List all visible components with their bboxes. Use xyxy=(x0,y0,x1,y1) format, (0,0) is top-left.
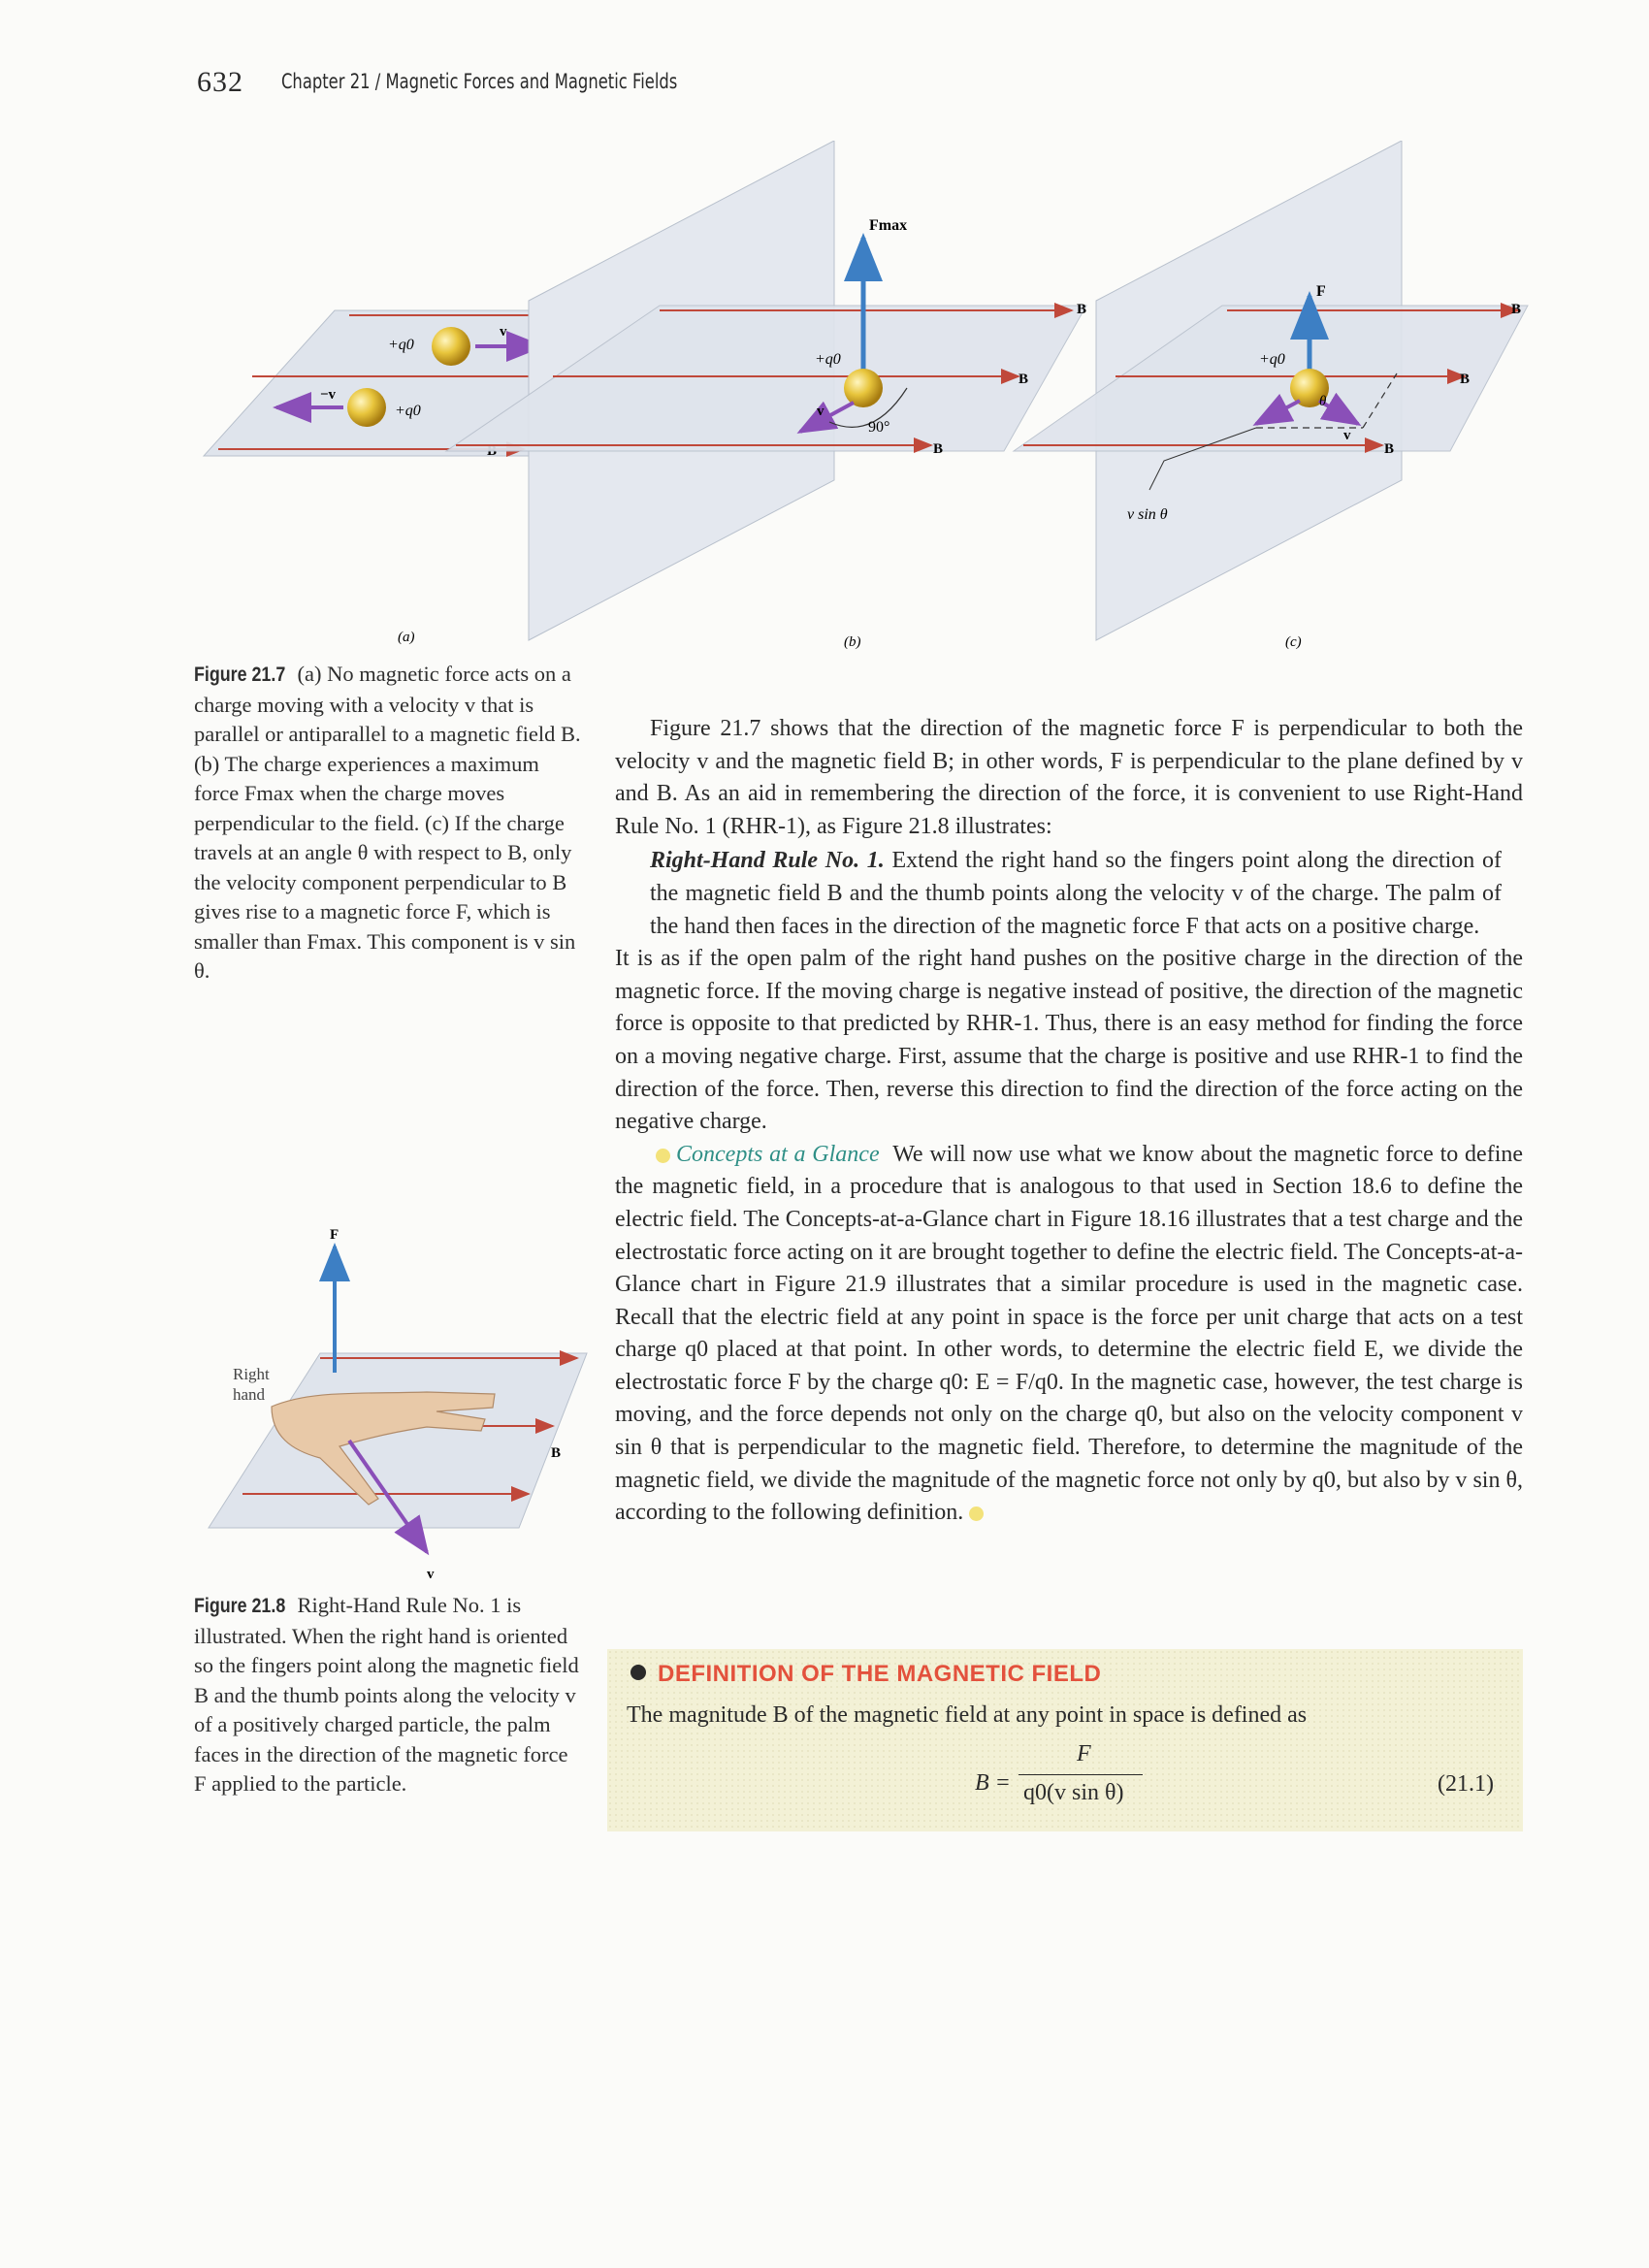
figure-21-7-label: Figure 21.7 xyxy=(194,664,286,686)
panel-c-component-label: v sin θ xyxy=(1127,506,1168,523)
fig-21-8-force-label: F xyxy=(330,1227,340,1243)
definition-heading xyxy=(630,1661,1101,1688)
paragraph-3: We will now use what we know about the magnetic force to define the magnetic field, in a procedure that is analogous to that used in Section 18.6 to define the electric field. The Concepts-at-a-Glance chart in Figure 18.16 illustrates that a test charge and the electrostatic force acting on it are brought together to define the electric field. The Concepts-at-a-Glance chart in Figure 21.9 illustrates that a similar procedure is used in the magnetic case. Recall that the electric field at any point in space is the force per unit charge that acts on a test charge q0 placed at that point. In other words, to determine the electric field E, we divide the electrostatic force F by the charge q0: E = F/q0. In the magnetic case, however, the test charge is moving, and the force depends not only on the charge q0, but also on the velocity component v sin θ that is perpendicular to the magnetic field. Therefore, to determine the magnitude of the magnetic field, we divide the magnitude of the magnetic force not only by q0, but also by v sin θ, according to the following definition. xyxy=(615,1141,1524,1526)
panel-a-charge-top: +q0 xyxy=(388,337,414,353)
panel-b-sublabel: (b) xyxy=(844,634,861,650)
figure-21-7-panel-b xyxy=(446,141,1086,650)
panel-a-sublabel: (a) xyxy=(398,630,415,645)
equation-denominator: q0(v sin θ) xyxy=(1023,1780,1124,1805)
panel-c-field-label: B xyxy=(1384,441,1395,457)
panel-c-charge: +q0 xyxy=(1259,351,1285,368)
panel-a-v-label: v xyxy=(500,324,507,340)
panel-a-neg-v-label: −v xyxy=(320,387,337,403)
equation-numerator: F xyxy=(1077,1741,1091,1766)
panel-c-force-label: F xyxy=(1316,283,1326,300)
bullet-icon xyxy=(630,1665,646,1680)
panel-c-field-label: B xyxy=(1460,372,1471,387)
panel-c-v-label: v xyxy=(1343,428,1351,443)
paragraph-1: Figure 21.7 shows that the direction of the magnetic force F is perpendicular to both the velocity v and the magnetic field B; in other words, F is perpendicular to the plane defined by v and B. As an aid in remembering the direction of the force, it is convenient to use Right-Hand Rule No. 1 (RHR-1), as Figure 21.8 illustrates: xyxy=(615,716,1523,839)
equation-number: (21.1) xyxy=(1438,1771,1494,1797)
charge-sphere xyxy=(844,369,883,407)
panel-b-field-label: B xyxy=(1077,302,1087,317)
panel-c-theta: θ xyxy=(1319,394,1327,409)
hand-label-line1: Right xyxy=(233,1365,270,1383)
charge-sphere xyxy=(432,327,470,366)
figure-21-7-caption xyxy=(194,660,582,987)
page-number: 632 xyxy=(197,66,243,98)
concepts-at-a-glance-label: Concepts at a Glance xyxy=(676,1141,880,1167)
figure-21-8-label: Figure 21.8 xyxy=(194,1595,286,1617)
rule-title: Right-Hand Rule No. 1. xyxy=(650,848,885,874)
fig-21-8-v-label: v xyxy=(427,1567,435,1582)
right-hand-rule-block xyxy=(615,845,1523,943)
figure-21-7-panel-c xyxy=(1014,141,1528,650)
panel-b-charge: +q0 xyxy=(815,351,841,368)
concepts-end-marker-icon xyxy=(969,1507,984,1521)
hand-label-line2: hand xyxy=(233,1385,266,1404)
chapter-title: Chapter 21 / Magnetic Forces and Magnetic Fields xyxy=(281,70,678,93)
paragraph-3-block xyxy=(615,1139,1523,1530)
figure-21-8-caption xyxy=(194,1591,582,1799)
figure-21-8 xyxy=(194,1217,592,1586)
definition-text: The magnitude B of the magnetic field at any point in space is defined as xyxy=(627,1702,1308,1728)
panel-b-force-label: Fmax xyxy=(869,217,908,234)
panel-b-angle: 90° xyxy=(868,419,890,436)
body-text xyxy=(615,713,1523,1530)
equation-lhs: B = xyxy=(975,1770,1011,1796)
panel-a-charge-bottom: +q0 xyxy=(395,403,421,419)
paragraph-2: It is as if the open palm of the right hand pushes on the positive charge in the direction of the magnetic force. If the moving charge is negative instead of positive, the direction of the magnetic force is opposite to that predicted by RHR-1. Thus, there is an easy method for finding the force on a moving negative charge. First, assume that the charge is positive and use RHR-1 to find the direction of the force. Then, reverse this direction to find the direction of the force acting on the negative charge. xyxy=(615,946,1523,1135)
charge-sphere xyxy=(347,388,386,427)
fig-21-8-field-label: B xyxy=(551,1445,562,1461)
panel-b-v-label: v xyxy=(817,404,824,419)
panel-c-field-label: B xyxy=(1511,302,1522,317)
panel-b-field-label: B xyxy=(933,441,944,457)
panel-c-sublabel: (c) xyxy=(1285,634,1302,650)
figure-21-8-caption-text: Right-Hand Rule No. 1 is illustrated. When the right hand is oriented so the fingers point along the magnetic field B and the thumb points along the velocity v of a positively charged particle, the palm faces in the direction of the magnetic force F applied to the particle. xyxy=(194,1593,579,1796)
figure-21-7-caption-text: (a) No magnetic force acts on a charge moving with a velocity v that is parallel or antiparallel to a magnetic field B. (b) The charge experiences a maximum force Fmax when the charge moves perpendicular to the field. (c) If the charge travels at an angle θ with respect to B, only the velocity component perpendicular to B gives rise to a magnetic force F, which is smaller than Fmax. This component is v sin θ. xyxy=(194,662,581,983)
definition-heading-text: DEFINITION OF THE MAGNETIC FIELD xyxy=(658,1661,1102,1687)
panel-b-field-label: B xyxy=(1018,372,1029,387)
fraction-bar xyxy=(1018,1774,1143,1775)
concepts-marker-icon xyxy=(656,1149,670,1163)
rule-text: Extend the right hand so the fingers point along the direction of the magnetic field B and the thumb points along the velocity v of the charge. The palm of the hand then faces in the direction of the magnetic force F that acts on a positive charge. xyxy=(650,848,1502,939)
figure-21-7 xyxy=(194,141,1533,655)
